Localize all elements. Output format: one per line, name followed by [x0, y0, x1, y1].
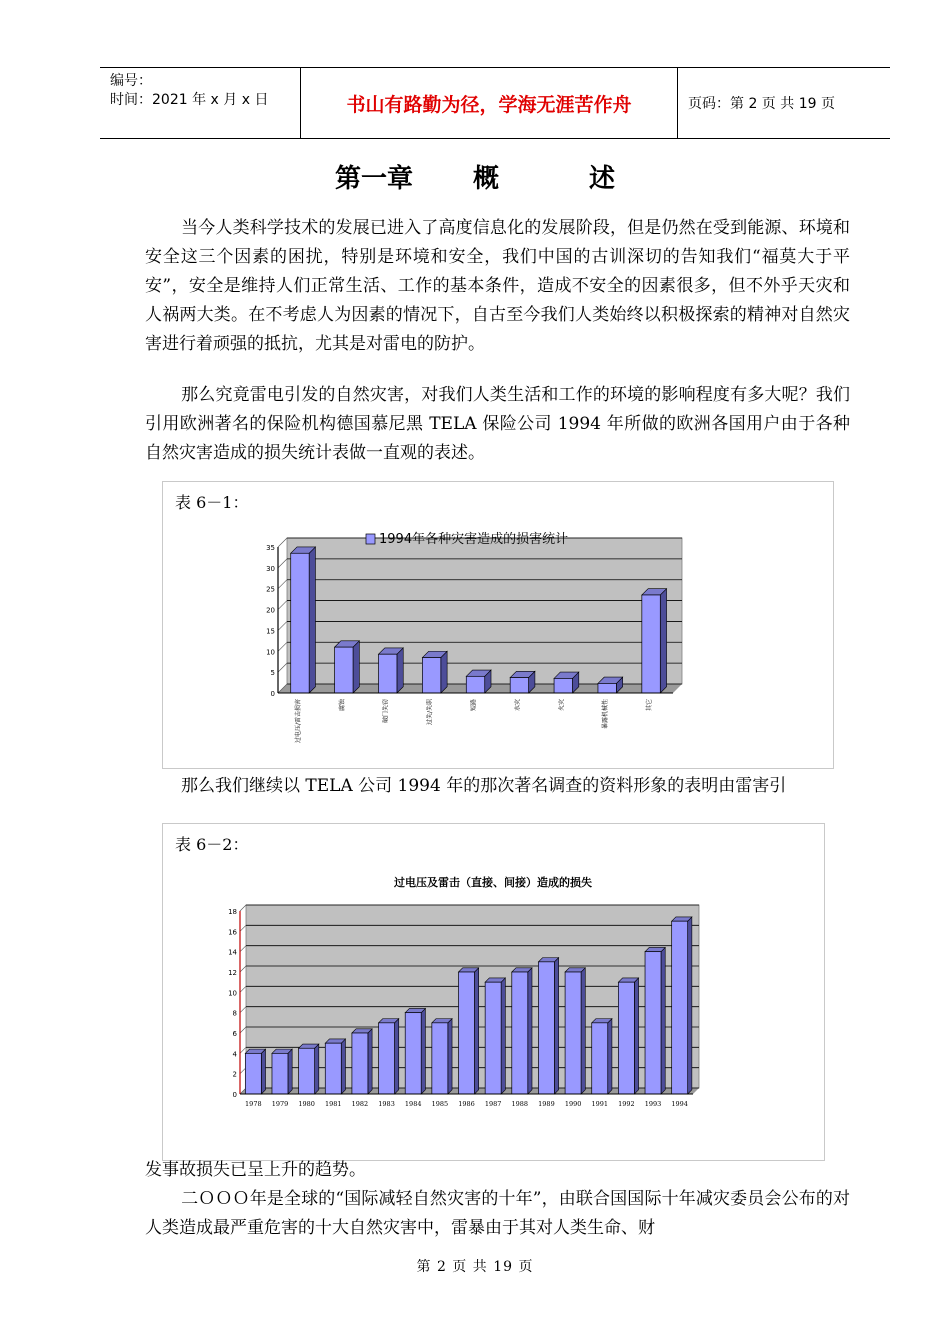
header-page-info: 页码：第 2 页 共 19 页 — [688, 96, 835, 112]
chapter-number: 第一章 — [334, 164, 413, 194]
x-tick-label: 1981 — [324, 1100, 342, 1108]
paragraph-1-text: 当今人类科学技术的发展已进入了高度信息化的发展阶段，但是仍然在受到能源、环境和安全这三个因素的困扰，特别是环境和安全，我们中国的古训深切的告知我们“福莫大于平安”，安全是维持人们正常生活、工作的基本条件，造成不安全的因素很多，但不外乎天灾和人祸两大类。在不考虑人为因素的情况下，自古至今我们人类始终以积极探索的精神对自然灾害进行着顽强的抵抗，尤其是对雷电的防护。 — [145, 218, 850, 354]
bar — [510, 678, 528, 693]
bar-side — [309, 547, 315, 693]
x-tick-label: 1992 — [618, 1100, 635, 1108]
page-footer: 第 2 页 共 19 页 — [416, 1259, 534, 1275]
y-tick-label: 5 — [270, 669, 275, 678]
grid-side — [278, 580, 287, 589]
chart-2 — [163, 824, 824, 1160]
y-tick-label: 2 — [232, 1070, 237, 1079]
paragraph-2 — [145, 381, 850, 468]
x-tick-label: 1993 — [644, 1100, 662, 1108]
y-tick-label: 12 — [228, 969, 237, 977]
page-header — [100, 67, 890, 139]
x-tick-label: 1978 — [245, 1100, 262, 1108]
time-label: 时间：2021 年 x 月 x 日 — [110, 92, 269, 108]
x-tick-label: 暴露机械性 — [602, 699, 610, 730]
y-tick-label: 30 — [266, 564, 275, 573]
grid-side — [278, 601, 287, 610]
bar-side — [341, 1039, 345, 1094]
x-tick-label: 1982 — [351, 1100, 369, 1108]
x-tick-label: 1987 — [484, 1100, 502, 1108]
bar — [379, 654, 397, 693]
x-tick-label: 1989 — [538, 1100, 555, 1108]
chapter-title — [0, 158, 950, 195]
bar — [485, 982, 501, 1094]
bar-side — [661, 947, 665, 1094]
paragraph-3 — [145, 772, 850, 801]
paragraph-4-text: 发事故损失已呈上升的趋势。 — [145, 1160, 366, 1180]
figure-1-label: 表 6－1： — [175, 493, 249, 512]
bar — [291, 553, 309, 693]
paragraph-3-text: 那么我们继续以 TELA 公司 1994 年的那次著名调查的资料形象的表明由雷害引 — [181, 776, 787, 796]
grid-side — [278, 538, 287, 547]
bar — [598, 683, 616, 693]
number-label: 编号： — [110, 73, 152, 89]
y-tick-label: 6 — [232, 1030, 237, 1038]
x-tick-label: 过失/失职 — [426, 699, 434, 726]
grid-side — [278, 559, 287, 568]
y-tick-label: 0 — [270, 690, 275, 698]
x-tick-label: 水灾 — [514, 699, 522, 712]
chart-title: 过电压及雷击（直接、间接）造成的损失 — [394, 876, 592, 889]
bar — [592, 1023, 608, 1094]
x-tick-label: 过电压/雷击损害 — [294, 699, 302, 744]
grid-side — [278, 642, 287, 651]
bar-side — [688, 917, 692, 1094]
bar-side — [368, 1029, 372, 1094]
bar — [642, 595, 660, 693]
x-tick-label: 短路 — [470, 699, 478, 712]
bar-side — [581, 968, 585, 1094]
bar — [538, 962, 554, 1094]
y-tick-label: 10 — [228, 989, 237, 998]
y-tick-label: 35 — [266, 544, 275, 552]
bar — [466, 676, 484, 693]
y-tick-label: 25 — [266, 585, 275, 594]
grid-side — [240, 1007, 246, 1013]
header-meta — [100, 68, 301, 138]
bar-side — [261, 1049, 265, 1094]
x-tick-label: 1980 — [298, 1100, 315, 1108]
bar-side — [395, 1019, 399, 1094]
bar — [245, 1053, 261, 1094]
paragraph-2-text: 那么究竟雷电引发的自然灾害，对我们人类生活和工作的环境的影响程度有多大呢？我们引用欧洲著名的保险机构德国慕尼黑 TELA 保险公司 1994 年所做的欧洲各国用户由于各种自然灾害造成的损失统计表做一直观的表述。 — [145, 385, 850, 463]
bar-side — [554, 958, 558, 1094]
y-tick-label: 10 — [266, 648, 275, 657]
grid-side — [240, 946, 246, 952]
y-tick-label: 14 — [228, 948, 237, 957]
bar — [512, 972, 528, 1094]
bar — [672, 921, 688, 1094]
y-tick-label: 18 — [228, 908, 237, 916]
x-tick-label: 其它 — [646, 699, 654, 712]
bar — [565, 972, 581, 1094]
x-tick-label: 腐蚀 — [338, 699, 346, 712]
legend-swatch — [366, 534, 375, 544]
y-tick-label: 16 — [228, 928, 237, 937]
legend-label: 1994年各种灾害造成的损害统计 — [379, 532, 569, 547]
bar-side — [288, 1049, 292, 1094]
bar-side — [441, 651, 447, 693]
bar-side — [528, 968, 532, 1094]
grid-side — [240, 1027, 246, 1033]
grid-side — [240, 966, 246, 972]
y-tick-label: 8 — [232, 1009, 237, 1018]
chapter-word-2: 述 — [589, 164, 616, 194]
paragraph-1 — [145, 214, 850, 359]
figure-1 — [162, 481, 834, 769]
paragraph-5-text: 二ＯＯＯ年是全球的“国际减轻自然灾害的十年”，由联合国国际十年减灾委员会公布的对人类造成最严重危害的十大自然灾害中，雷暴由于其对人类生命、财 — [145, 1189, 850, 1238]
bar — [325, 1043, 341, 1094]
bar-side — [660, 589, 666, 693]
grid-side — [240, 986, 246, 992]
grid-side — [240, 905, 246, 911]
bar — [459, 972, 475, 1094]
y-tick-label: 0 — [232, 1091, 237, 1099]
x-tick-label: 1990 — [564, 1100, 582, 1108]
x-tick-label: 1979 — [271, 1100, 289, 1108]
bar — [272, 1053, 288, 1094]
bar-side — [315, 1044, 319, 1094]
grid-side — [278, 621, 287, 630]
bar — [379, 1023, 395, 1094]
bar-side — [501, 978, 505, 1094]
y-tick-label: 4 — [232, 1050, 237, 1059]
x-tick-label: 火灾 — [558, 699, 566, 712]
bar — [618, 982, 634, 1094]
bar — [299, 1048, 315, 1094]
bar-side — [353, 641, 359, 693]
bar-side — [474, 968, 478, 1094]
bar — [352, 1033, 368, 1094]
x-tick-label: 1986 — [458, 1100, 475, 1108]
grid-side — [240, 925, 246, 931]
grid-side — [278, 663, 287, 672]
x-tick-label: 1988 — [511, 1100, 529, 1108]
x-tick-label: 1994 — [671, 1100, 688, 1108]
bar-side — [397, 648, 403, 693]
bar — [432, 1023, 448, 1094]
x-tick-label: 破门失窃 — [382, 699, 390, 724]
figure-2-label: 表 6－2： — [175, 835, 249, 854]
x-tick-label: 1983 — [378, 1100, 395, 1108]
x-tick-label: 1984 — [404, 1100, 422, 1108]
paragraph-5 — [145, 1185, 850, 1243]
y-tick-label: 20 — [266, 606, 275, 615]
bar — [422, 658, 440, 693]
bar — [645, 952, 661, 1094]
header-motto: 书山有路勤为径，学海无涯苦作舟 — [301, 68, 678, 138]
chapter-word-1: 概 — [472, 164, 499, 194]
bar-side — [448, 1019, 452, 1094]
paragraph-4 — [145, 1156, 850, 1185]
grid-side — [240, 1047, 246, 1053]
y-tick-label: 15 — [266, 627, 275, 636]
bar-side — [421, 1008, 425, 1094]
bar — [554, 678, 572, 693]
figure-2 — [162, 823, 825, 1161]
bar — [335, 647, 353, 693]
chart-1 — [163, 482, 833, 768]
bar — [405, 1013, 421, 1094]
x-tick-label: 1991 — [591, 1100, 609, 1108]
bar-side — [608, 1019, 612, 1094]
x-tick-label: 1985 — [431, 1100, 449, 1108]
bar-side — [634, 978, 638, 1094]
